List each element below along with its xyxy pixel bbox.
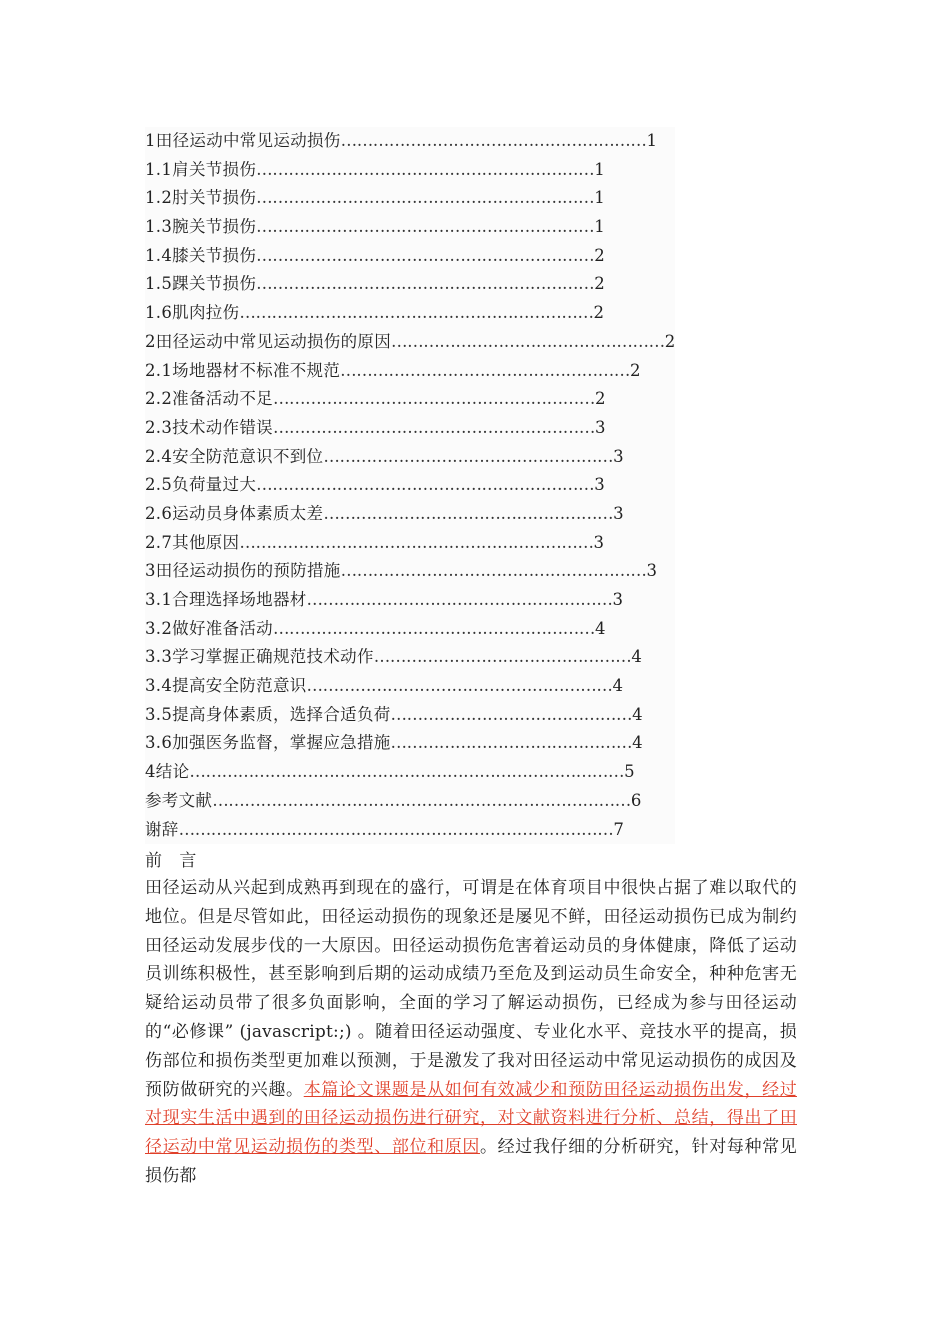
toc-entry-title: 4结论 [145,762,190,782]
toc-entry-title: 1田径运动中常见运动损伤 [145,131,341,150]
preface-heading: 前 言 [145,851,203,871]
toc-entry-page: 2 [594,245,605,265]
toc-entry-title: 3.3学习掌握正确规范技术动作 [145,647,374,667]
toc-entry-page: 3 [593,532,605,552]
toc-entry-page: 4 [632,733,643,753]
preface-highlight-link[interactable]: 本篇论文课题是从如何有效减少和预防田径运动损伤出发，经过对现实生活中遇到的田径运动损伤进行研究，对文献资料进行分析、总结，得出了田径运动中常见运动损伤的类型、部位和原因 [145,1079,797,1158]
toc-entry-page: 3 [594,417,606,437]
toc-entry-leader: ……………………………………………… [340,360,630,380]
toc-entry-page: 3 [613,446,624,466]
toc-entry-leader: ……………………………………………………… [256,159,595,179]
toc-entry [145,156,675,185]
toc-entry-page: 1 [594,188,605,208]
toc-entry-title: 1.4膝关节损伤 [145,245,257,265]
toc-entry-leader: …………………………………………………… [272,417,595,437]
toc-entry [145,701,675,730]
toc-entry [145,816,675,845]
toc-entry-page: 1 [594,159,605,179]
toc-entry [145,385,675,414]
toc-entry [145,500,675,529]
toc-entry [145,127,675,156]
toc-entry-leader: …………………………………………………… [272,618,595,638]
toc-entry-leader: ……………………………………………… [323,446,614,466]
toc-entry-title: 2.4安全防范意识不到位 [145,446,324,466]
toc-entry-page: 3 [646,561,658,581]
preface-text-tail: 。经过我仔细的分析研究，针对每种常见损伤都 [145,1137,797,1186]
toc-entry-title: 1.6肌肉拉伤 [145,303,240,323]
toc-entry [145,471,675,500]
toc-entry-title: 1.5踝关节损伤 [145,274,257,294]
toc-entry-leader: ……………………………………………………… [256,274,595,294]
toc-entry-page: 7 [613,819,624,839]
toc-entry [145,729,675,758]
toc-entry-leader: ………………………………………………… [340,131,647,150]
toc-entry-title: 2.3技术动作错误 [145,417,273,437]
toc-entry-leader: ……………………………………… [390,733,633,753]
toc-entry-leader: …………………………………………………… [272,389,595,409]
toc-entry [145,643,675,672]
toc-entry-title: 3.1合理选择场地器材 [145,590,307,609]
toc-entry-page: 2 [593,303,605,323]
toc-entry-leader: ……………………………………………………………………… [189,762,625,782]
toc-entry-page: 4 [612,676,623,696]
toc-entry-title: 1.1肩关节损伤 [145,159,257,179]
toc-entry-title: 2.2准备活动不足 [145,389,273,409]
toc-entry-leader: ……………………………………………………… [256,188,595,208]
toc-entry-title: 3.6加强医务监督，掌握应急措施 [145,733,391,753]
toc-entry-title: 3.4提高安全防范意识 [145,676,307,696]
toc-entry-page: 2 [594,274,605,294]
toc-entry [145,586,675,615]
toc-entry-page: 3 [613,503,624,523]
toc-entry [145,242,675,271]
toc-entry [145,615,675,644]
toc-entry-title: 2田径运动中常见运动损伤的原因 [145,331,391,351]
table-of-contents [145,127,675,844]
toc-entry-page: 1 [646,131,658,150]
toc-entry [145,443,675,472]
toc-entry-page: 6 [630,790,642,810]
toc-entry-page: 2 [664,331,676,351]
toc-entry-leader: …………………………………………………………………… [212,790,631,810]
toc-entry-page: 2 [594,389,606,409]
toc-entry-leader: ……………………………………………………………………… [178,819,614,839]
toc-entry [145,357,675,386]
toc-entry-page: 4 [632,704,643,724]
toc-entry [145,184,675,213]
toc-entry-title: 1.2肘关节损伤 [145,188,257,208]
toc-entry-page: 5 [624,762,635,782]
toc-entry-title: 2.7其他原因 [145,532,240,552]
toc-entry-title: 3.5提高身体素质，选择合适负荷 [145,704,391,724]
toc-entry-title: 参考文献 [145,790,213,810]
toc-entry-title: 2.1场地器材不标准不规范 [145,360,341,380]
toc-entry-title: 2.6运动员身体素质太差 [145,503,324,523]
toc-entry [145,328,675,357]
toc-entry-page: 4 [631,647,642,667]
toc-entry-title: 1.3腕关节损伤 [145,217,257,237]
toc-entry [145,787,675,816]
toc-entry [145,299,675,328]
preface-text: 田径运动从兴起到成熟再到现在的盛行，可谓是在体育项目中很快占据了难以取代的地位。但是尽管如此，田径运动损伤的现象还是屡见不鲜，田径运动损伤已成为制约田径运动发展步伐的一大原因。田径运动损伤危害着运动员的身体健康，降低了运动员训练积极性，甚至影响到后期的运动成绩乃至危及到运动员生命安全，种种危害无疑给运动员带了很多负面影响，全面的学习了解运动损伤，已经成为参与田径运动的“必修课” (javascript:;) 。随着田径运动强度、专业化水平、竞技水平的提高，损伤部位和损伤类型更加难以预测，于是激发了我对田径运动中常见运动损伤的成因及预防做研究的兴趣。 [145,878,797,1100]
toc-entry-leader: ………………………………………………… [306,590,613,609]
toc-entry-title: 谢辞 [145,819,179,839]
toc-entry-leader: ………………………………………………… [306,676,613,696]
toc-entry-leader: ……………………………………………………… [256,475,595,495]
toc-entry-leader: ……………………………………… [390,704,633,724]
toc-entry-leader: ……………………………………………… [323,503,614,523]
toc-entry [145,529,675,558]
toc-entry-title: 3.2做好准备活动 [145,618,273,638]
toc-entry-page: 3 [594,475,605,495]
toc-entry-leader: ………………………………………………………… [239,303,594,323]
toc-entry-title: 2.5负荷量过大 [145,475,257,495]
toc-entry-page: 3 [612,590,623,609]
toc-entry [145,270,675,299]
toc-entry [145,672,675,701]
toc-entry [145,557,675,586]
toc-entry-leader: ………………………………………… [373,647,632,667]
toc-entry-page: 4 [594,618,606,638]
toc-entry-leader: ………………………………………………………… [239,532,594,552]
toc-entry-title: 3田径运动损伤的预防措施 [145,561,341,581]
toc-entry-leader: ………………………………………………… [340,561,647,581]
toc-entry [145,758,675,787]
preface-body [145,874,797,1191]
toc-entry-leader: ……………………………………………………… [256,217,595,237]
toc-entry [145,213,675,242]
toc-entry [145,414,675,443]
toc-entry-leader: ……………………………………………………… [256,245,595,265]
toc-entry-page: 1 [594,217,605,237]
toc-entry-leader: …………………………………………… [391,331,665,351]
toc-entry-page: 2 [629,360,641,380]
